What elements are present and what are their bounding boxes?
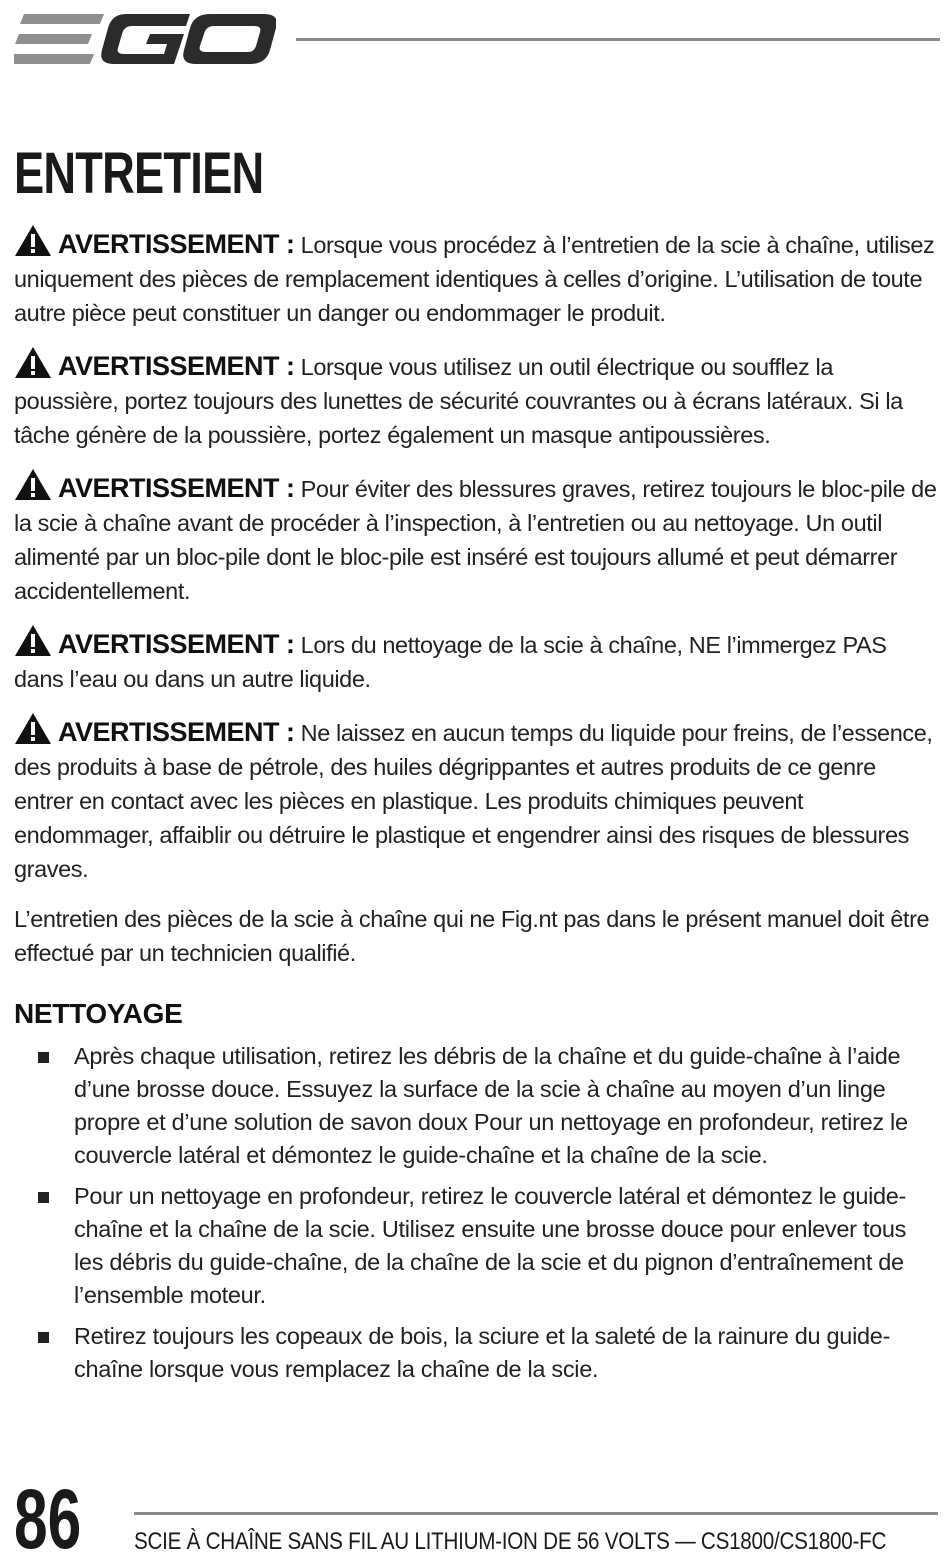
main-content <box>14 224 938 1394</box>
warning-label: AVERTISSEMENT : <box>58 229 295 259</box>
square-bullet-icon <box>38 1192 49 1203</box>
warning-paragraph <box>14 224 938 330</box>
warning-label: AVERTISSEMENT : <box>58 717 295 747</box>
ego-logo <box>14 10 276 70</box>
warning-text: Lorsque vous procédez à l’entretien de la scie à chaîne, utilisez uniquement des pièces de remplacement identiques à celles d’origine. L’utilisation de toute autre pièce peut constituer un danger ou endommager le produit. <box>14 232 935 326</box>
warning-text: Pour éviter des blessures graves, retirez toujours le bloc-pile de la scie à chaîne avant de procéder à l’inspection, à l’entretien ou au nettoyage. Un outil alimenté par un bloc-pile dont le bloc-pile est inséré est toujours allumé et peut démarrer accidentellement. <box>14 476 937 604</box>
warning-text: Lors du nettoyage de la scie à chaîne, NE l’immergez PAS dans l’eau ou dans un autre liquide. <box>14 632 887 692</box>
square-bullet-icon <box>38 1052 49 1063</box>
warning-text: Ne laissez en aucun temps du liquide pour freins, de l’essence, des produits à base de pétrole, des huiles dégrippantes et autres produits de ce genre entrer en contact avec les pièces en plastique. Les produits chimiques peuvent endommager, affaiblir ou détruire le plastique et engendrer ainsi des risques de blessures graves. <box>14 720 933 882</box>
maintenance-note: L’entretien des pièces de la scie à chaîne qui ne Fig.nt pas dans le présent manuel doit être effectué par un technicien qualifié. <box>14 906 930 966</box>
warning-icon <box>14 624 52 657</box>
list-item <box>14 1040 938 1172</box>
list-item <box>14 1320 938 1386</box>
square-bullet-icon <box>38 1332 49 1343</box>
page-number: 86 <box>14 1472 82 1566</box>
list-item-text: Retirez toujours les copeaux de bois, la sciure et la saleté de la rainure du guide-chaîne lorsque vous remplacez la chaîne de la scie. <box>74 1323 891 1382</box>
footer-product-title: SCIE À CHAÎNE SANS FIL AU LITHIUM-ION DE 56 VOLTS — CS1800/CS1800-FC <box>134 1528 887 1555</box>
warning-icon <box>14 224 52 257</box>
cleaning-list <box>14 1040 938 1386</box>
warning-label: AVERTISSEMENT : <box>58 629 295 659</box>
header-rule <box>296 38 940 41</box>
list-item-text: Pour un nettoyage en profondeur, retirez le couvercle latéral et démontez le guide-chaîne et la chaîne de la scie. Utilisez ensuite une brosse douce pour enlever tous les débris du guide-chaîne, de la chaîne de la scie et du pignon d’entraînement de l’ensemble moteur. <box>74 1183 907 1308</box>
warning-paragraph <box>14 346 938 452</box>
warning-paragraph <box>14 468 938 608</box>
warning-icon <box>14 346 52 379</box>
list-item-text: Après chaque utilisation, retirez les débris de la chaîne et du guide-chaîne à l’aide d’une brosse douce. Essuyez la surface de la scie à chaîne au moyen d’un linge propre et d’une solution de savon doux Pour un nettoyage en profondeur, retirez le couvercle latéral et démontez le guide-chaîne et la chaîne de la scie. <box>74 1043 908 1168</box>
page-header <box>14 10 940 70</box>
warning-icon <box>14 712 52 745</box>
warning-label: AVERTISSEMENT : <box>58 351 295 381</box>
warning-paragraph <box>14 624 938 696</box>
warning-paragraph <box>14 712 938 886</box>
warning-text: Lorsque vous utilisez un outil électrique ou soufflez la poussière, portez toujours des lunettes de sécurité couvrantes ou à écrans latéraux. Si la tâche génère de la poussière, portez également un masque antipoussières. <box>14 354 903 448</box>
page-title: ENTRETIEN <box>14 141 264 206</box>
warning-icon <box>14 468 52 501</box>
list-item <box>14 1180 938 1312</box>
section-title: NETTOYAGE <box>14 998 183 1029</box>
warning-label: AVERTISSEMENT : <box>58 473 295 503</box>
footer-rule <box>134 1512 938 1515</box>
